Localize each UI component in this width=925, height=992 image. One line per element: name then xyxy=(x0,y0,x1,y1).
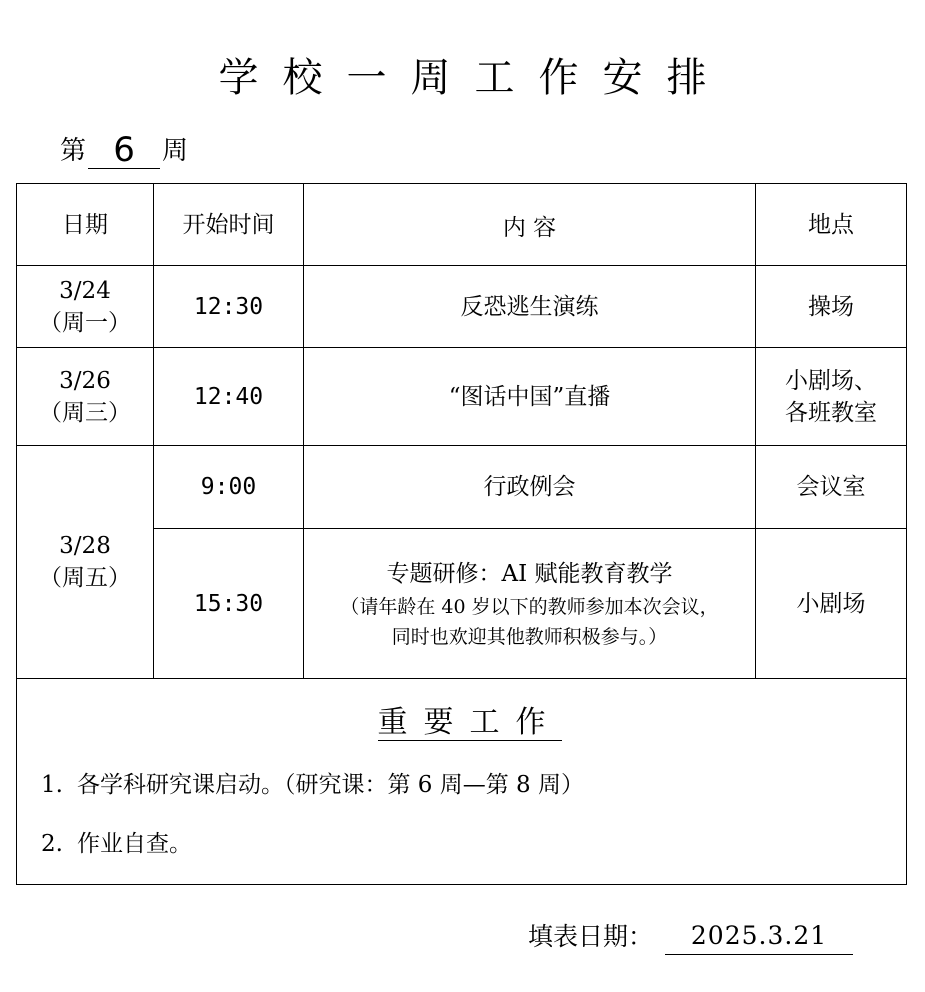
header-date: 日期 xyxy=(17,184,154,266)
location-cell: 小剧场、 各班教室 xyxy=(756,348,907,446)
header-content: 内 容 xyxy=(304,184,756,266)
table-header-row xyxy=(17,184,907,266)
time-cell: 9:00 xyxy=(154,446,304,529)
content-cell: 行政例会 xyxy=(304,446,756,529)
content-main: 专题研修：AI 赋能教育教学 xyxy=(386,560,673,587)
table-row xyxy=(17,266,907,348)
fill-date-label: 填表日期： xyxy=(528,922,654,951)
week-indicator xyxy=(60,132,188,169)
content-note-line1: （请年龄在 40 岁以下的教师参加本次会议， xyxy=(340,595,719,618)
content-cell: “图话中国”直播 xyxy=(304,348,756,446)
date-cell: 3/26 （周三） xyxy=(17,348,154,446)
time-cell: 12:40 xyxy=(154,348,304,446)
time-cell: 12:30 xyxy=(154,266,304,348)
schedule-table xyxy=(16,183,907,885)
content-cell xyxy=(304,529,756,679)
header-start-time: 开始时间 xyxy=(154,184,304,266)
location-cell: 操场 xyxy=(756,266,907,348)
time-cell: 15:30 xyxy=(154,529,304,679)
content-note-line2: 同时也欢迎其他教师积极参与。） xyxy=(391,625,668,648)
fill-date-value: 2025.3.21 xyxy=(665,918,853,955)
week-suffix: 周 xyxy=(162,136,189,166)
location-cell: 会议室 xyxy=(756,446,907,529)
important-item: 2. 作业自查。 xyxy=(41,831,192,857)
week-number: 6 xyxy=(88,132,160,169)
fill-date xyxy=(528,918,853,955)
week-prefix: 第 xyxy=(60,136,87,166)
important-item: 1. 各学科研究课启动。（研究课：第 6 周—第 8 周） xyxy=(41,772,584,798)
table-row xyxy=(17,446,907,529)
important-work-row xyxy=(17,679,907,885)
content-cell: 反恐逃生演练 xyxy=(304,266,756,348)
header-location: 地点 xyxy=(756,184,907,266)
table-row xyxy=(17,348,907,446)
page-title: 学校一周工作安排 xyxy=(218,55,731,101)
important-work-title: 重要工作 xyxy=(377,705,562,740)
date-cell: 3/24 （周一） xyxy=(17,266,154,348)
important-work-section xyxy=(17,679,907,885)
location-cell: 小剧场 xyxy=(756,529,907,679)
date-cell: 3/28 （周五） xyxy=(17,446,154,679)
